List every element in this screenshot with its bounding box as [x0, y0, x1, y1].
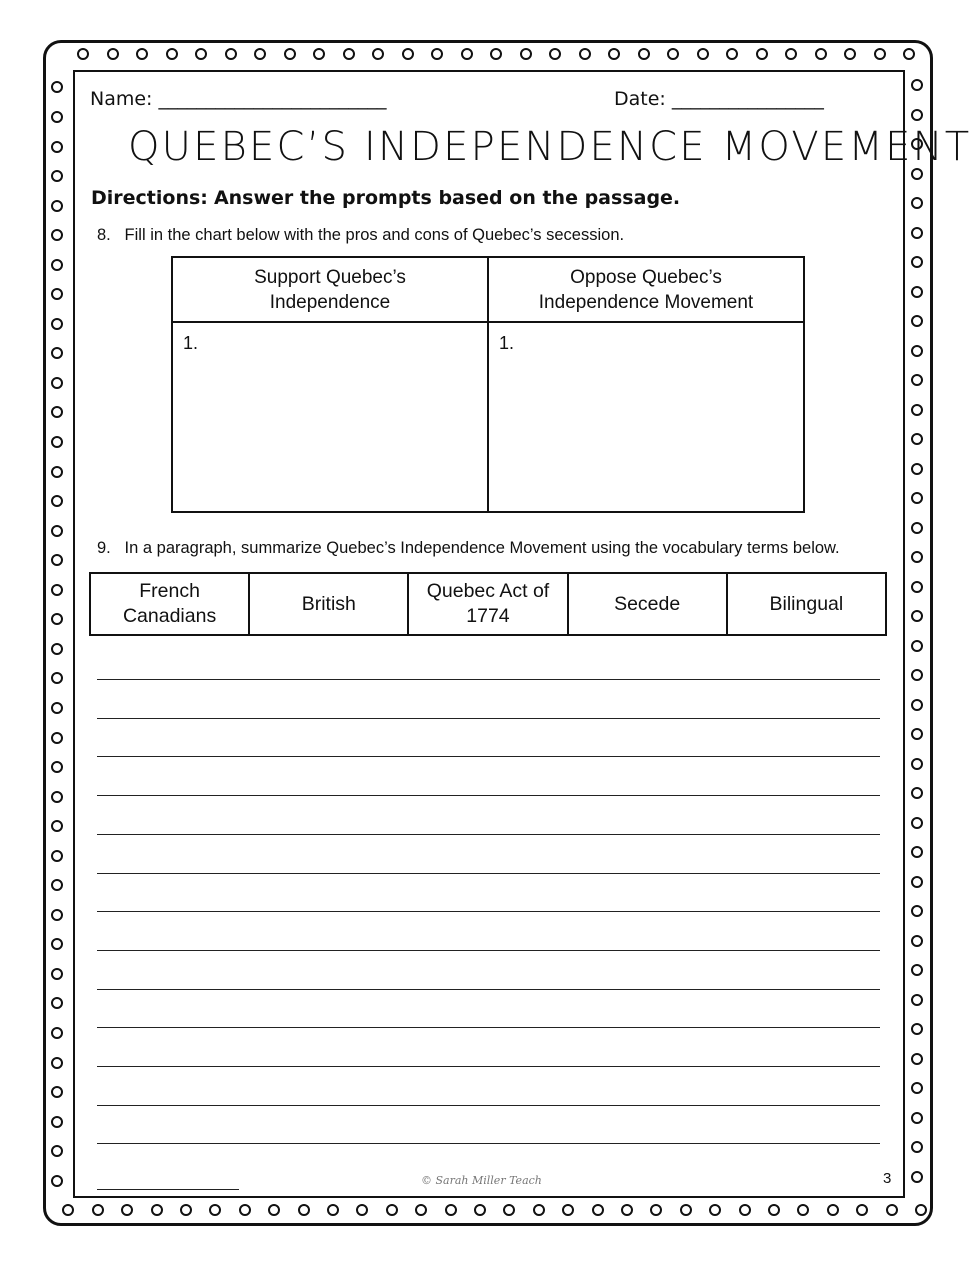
date-field-label: Date: ________________: [614, 88, 824, 110]
vocab-term-1-line1: French: [139, 580, 200, 602]
border-dot: [151, 1204, 163, 1216]
chart-support-entry-number: 1.: [183, 333, 199, 353]
border-dot: [51, 141, 63, 153]
border-dot: [51, 525, 63, 537]
border-dot: [739, 1204, 751, 1216]
name-field-label: Name: ________________________: [90, 88, 387, 110]
directions-label: Directions:: [91, 187, 208, 209]
vocab-term-3-line1: Quebec Act of: [426, 580, 550, 602]
writing-line[interactable]: [97, 1066, 880, 1067]
border-dot: [51, 1057, 63, 1069]
vocab-term-quebec-act: [408, 573, 567, 635]
border-dot: [51, 200, 63, 212]
directions-text: Answer the prompts based on the passage.: [213, 187, 681, 209]
directions: [91, 187, 680, 209]
chart-cell-support[interactable]: [172, 322, 488, 512]
writing-line[interactable]: [97, 756, 880, 757]
chart-header-support-line1: Support Quebec’s: [254, 266, 406, 288]
border-dot: [886, 1204, 898, 1216]
vocab-term-1-line2: Canadians: [122, 605, 217, 627]
prompt-8-text: Fill in the chart below with the pros and cons of Quebec’s secession.: [124, 226, 625, 244]
chart-oppose-entry-number: 1.: [499, 333, 515, 353]
vocab-term-secede: Secede: [568, 573, 727, 635]
chart-header-oppose: [488, 257, 804, 322]
vocab-term-bilingual: Bilingual: [727, 573, 886, 635]
writing-line[interactable]: [97, 873, 880, 874]
vocabulary-table: [89, 572, 887, 636]
border-dot: [51, 466, 63, 478]
vocab-term-french-canadians: [90, 573, 249, 635]
prompt-9: [97, 539, 840, 558]
chart-header-oppose-line1: Oppose Quebec’s: [570, 266, 722, 288]
vocab-term-british: British: [249, 573, 408, 635]
border-dot: [51, 732, 63, 744]
border-dot: [592, 1204, 604, 1216]
border-dot: [51, 259, 63, 271]
writing-line[interactable]: [97, 911, 880, 912]
pros-cons-chart: [171, 256, 805, 513]
writing-line[interactable]: [97, 1105, 880, 1106]
chart-header-oppose-line2: Independence Movement: [538, 291, 754, 313]
border-dot: [51, 791, 63, 803]
footer-blank-line: [97, 1189, 239, 1190]
prompt-8-number: 8.: [97, 226, 111, 244]
writing-line[interactable]: [97, 718, 880, 719]
prompt-8: [97, 226, 624, 245]
writing-line[interactable]: [97, 950, 880, 951]
chart-cell-oppose[interactable]: [488, 322, 804, 512]
page-title: QUEBEC’S INDEPENDENCE MOVEMENT: [128, 124, 972, 170]
prompt-9-text: In a paragraph, summarize Quebec’s Independence Movement using the vocabulary terms below.: [124, 539, 840, 557]
page-number: 3: [883, 1170, 892, 1187]
prompt-9-number: 9.: [97, 539, 111, 557]
border-dot: [51, 1116, 63, 1128]
writing-line[interactable]: [97, 795, 880, 796]
writing-line[interactable]: [97, 679, 880, 680]
vocab-term-3-line2: 1774: [466, 605, 510, 627]
writing-line[interactable]: [97, 989, 880, 990]
writing-line[interactable]: [97, 834, 880, 835]
chart-header-support-line2: Independence: [269, 291, 391, 313]
border-dot: [298, 1204, 310, 1216]
border-dot: [445, 1204, 457, 1216]
chart-header-support: [172, 257, 488, 322]
writing-line[interactable]: [97, 1143, 880, 1144]
credit-text: © Sarah Miller Teach: [421, 1174, 542, 1187]
writing-line[interactable]: [97, 1027, 880, 1028]
border-dot: [51, 850, 63, 862]
